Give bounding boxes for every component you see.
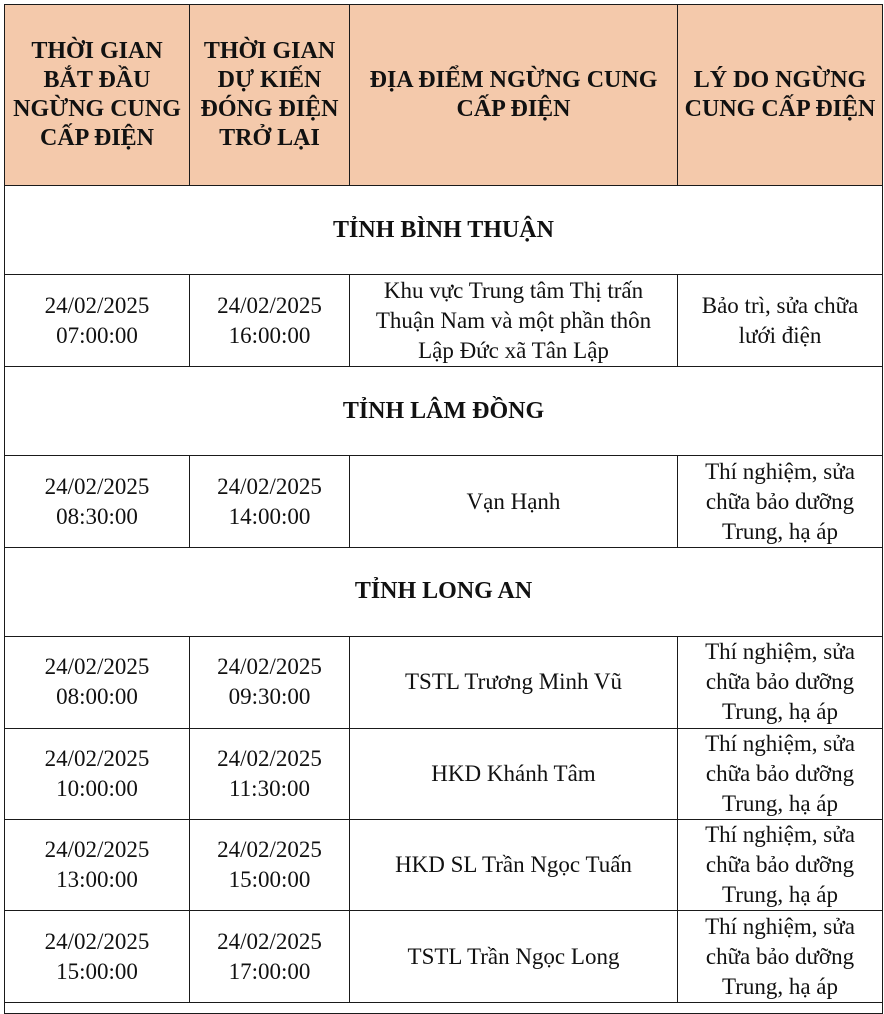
section-row: [5, 186, 883, 275]
location-cell: HKD Khánh Tâm: [350, 728, 678, 819]
reason-cell: Thí nghiệm, sửa chữa bảo dưỡng Trung, hạ áp: [678, 728, 883, 819]
location-cell: TSTL Trần Ngọc Long: [350, 911, 678, 1002]
header-restore-time: THỜI GIAN DỰ KIẾN ĐÓNG ĐIỆN TRỞ LẠI: [190, 5, 350, 186]
table-row: [5, 728, 883, 819]
restore-time-cell: 24/02/2025 14:00:00: [190, 456, 350, 547]
start-time-cell: 24/02/2025 15:00:00: [5, 911, 190, 1002]
location-cell: HKD SL Trần Ngọc Tuấn: [350, 820, 678, 911]
header-reason: LÝ DO NGỪNG CUNG CẤP ĐIỆN: [678, 5, 883, 186]
location-cell: Khu vực Trung tâm Thị trấn Thuận Nam và một phần thôn Lập Đức xã Tân Lập: [350, 275, 678, 366]
location-cell: Vạn Hạnh: [350, 456, 678, 547]
location-cell: TSTL Trương Minh Vũ: [350, 637, 678, 728]
restore-time-cell: 24/02/2025 15:00:00: [190, 820, 350, 911]
start-time-cell: 24/02/2025 10:00:00: [5, 728, 190, 819]
restore-time-cell: 24/02/2025 11:30:00: [190, 728, 350, 819]
restore-time-cell: 24/02/2025 16:00:00: [190, 275, 350, 366]
section-title: TỈNH BÌNH THUẬN: [5, 186, 883, 275]
section-title: TỈNH LONG AN: [5, 547, 883, 636]
table-row: [5, 456, 883, 547]
start-time-cell: 24/02/2025 13:00:00: [5, 820, 190, 911]
section-row: [5, 547, 883, 636]
table-row: [5, 637, 883, 728]
reason-cell: Bảo trì, sửa chữa lưới điện: [678, 275, 883, 366]
reason-cell: Thí nghiệm, sửa chữa bảo dưỡng Trung, hạ áp: [678, 820, 883, 911]
start-time-cell: 24/02/2025 07:00:00: [5, 275, 190, 366]
start-time-cell: 24/02/2025 08:00:00: [5, 637, 190, 728]
restore-time-cell: 24/02/2025 09:30:00: [190, 637, 350, 728]
reason-cell: Thí nghiệm, sửa chữa bảo dưỡng Trung, hạ áp: [678, 456, 883, 547]
header-row: [5, 5, 883, 186]
reason-cell: Thí nghiệm, sửa chữa bảo dưỡng Trung, hạ áp: [678, 637, 883, 728]
section-row: [5, 366, 883, 455]
header-location: ĐỊA ĐIỂM NGỪNG CUNG CẤP ĐIỆN: [350, 5, 678, 186]
restore-time-cell: 24/02/2025 17:00:00: [190, 911, 350, 1002]
table-row: [5, 820, 883, 911]
reason-cell: Thí nghiệm, sửa chữa bảo dưỡng Trung, hạ áp: [678, 911, 883, 1002]
table-row: [5, 911, 883, 1002]
power-outage-table: [4, 4, 883, 1014]
header-start-time: THỜI GIAN BẮT ĐẦU NGỪNG CUNG CẤP ĐIỆN: [5, 5, 190, 186]
section-title: TỈNH LÂM ĐỒNG: [5, 366, 883, 455]
table-row: [5, 275, 883, 366]
start-time-cell: 24/02/2025 08:30:00: [5, 456, 190, 547]
